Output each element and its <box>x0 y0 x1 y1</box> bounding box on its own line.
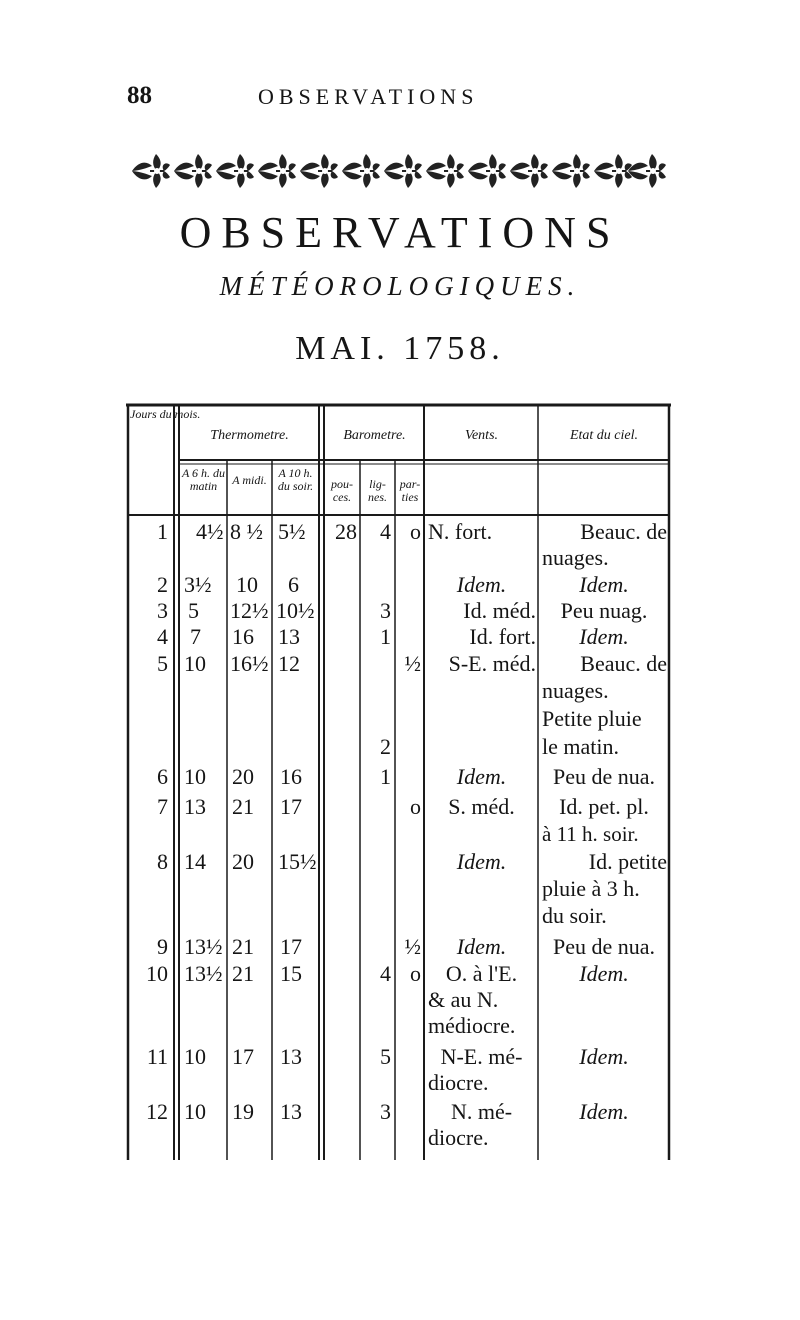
day-cell: 4 <box>157 624 168 649</box>
vents-cell: Idem. <box>456 764 507 789</box>
therm-midi-cell: 20 <box>232 764 254 789</box>
day-cell: 12 <box>146 1099 168 1124</box>
vents-cell: S. méd. <box>448 794 515 819</box>
etat-cell: du soir. <box>542 903 607 928</box>
day-cell: 6 <box>157 764 168 789</box>
etat-cell: Idem. <box>579 1044 629 1069</box>
therm-midi-cell: 16 <box>232 624 254 649</box>
vents-cell: Idem. <box>456 934 507 959</box>
etat-cell: Peu de nua. <box>552 764 656 789</box>
day-cell: 9 <box>157 934 168 959</box>
baro-lignes-cell: 2 <box>380 734 391 759</box>
therm-matin-cell: 3½ <box>184 572 212 597</box>
therm-matin-cell: 10 <box>184 1044 206 1069</box>
day-cell: 8 <box>157 849 168 874</box>
therm-soir-cell: 17 <box>280 794 302 819</box>
therm-matin-cell: 13½ <box>184 934 223 959</box>
header-jours: Jours du mois. <box>130 407 201 421</box>
therm-midi-cell: 8 ½ <box>230 519 263 544</box>
vents-cell: N. fort. <box>428 519 493 544</box>
header-etat-du-ciel: Etat du ciel. <box>569 428 639 443</box>
etat-cell: nuages. <box>542 678 609 703</box>
day-cell: 7 <box>157 794 168 819</box>
etat-cell: Id. petite <box>588 849 667 874</box>
etat-cell: Peu nuag. <box>560 598 648 623</box>
vents-cell: O. à l'E. <box>445 961 518 986</box>
therm-soir-cell: 5½ <box>278 519 306 544</box>
therm-matin-cell: 10 <box>184 764 206 789</box>
etat-cell: nuages. <box>542 545 609 570</box>
running-head-title: OBSERVATIONS <box>258 84 479 109</box>
day-cell: 2 <box>157 572 168 597</box>
therm-midi-cell: 19 <box>232 1099 254 1124</box>
baro-parties-cell: ½ <box>404 651 421 676</box>
etat-cell: le matin. <box>542 734 619 759</box>
baro-parties-cell: ½ <box>404 934 421 959</box>
etat-cell: Id. pet. pl. <box>559 794 649 819</box>
header-vents: Vents. <box>464 428 499 443</box>
therm-matin-cell: 13 <box>184 794 206 819</box>
etat-cell: à 11 h. soir. <box>542 822 639 846</box>
therm-soir-cell: 12 <box>278 651 300 676</box>
etat-cell: Peu de nua. <box>552 934 656 959</box>
therm-soir-cell: 17 <box>280 934 302 959</box>
baro-parties-cell: o <box>410 794 421 819</box>
vents-cell: N. mé- <box>450 1099 513 1124</box>
etat-cell: Idem. <box>579 961 629 986</box>
therm-matin-cell: 7 <box>190 624 201 649</box>
therm-soir-cell: 15 <box>280 961 302 986</box>
therm-soir-cell: 6 <box>288 572 299 597</box>
therm-midi-cell: 20 <box>232 849 254 874</box>
therm-matin-cell: 5 <box>188 598 199 623</box>
header-thermometre: Thermometre. <box>210 428 289 443</box>
therm-midi-cell: 21 <box>232 934 254 959</box>
header-baro-lignes: lig-nes. <box>368 477 387 504</box>
therm-midi-cell: 21 <box>232 961 254 986</box>
etat-cell: Idem. <box>579 1099 629 1124</box>
header-barometre: Barometre. <box>343 428 406 443</box>
baro-lignes-cell: 1 <box>380 624 391 649</box>
therm-soir-cell: 13 <box>278 624 300 649</box>
therm-midi-cell: 12½ <box>230 598 269 623</box>
header-therm-matin: A 6 h. du matin <box>181 466 226 493</box>
baro-parties-cell: o <box>410 961 421 986</box>
therm-matin-cell: 10 <box>184 651 206 676</box>
therm-soir-cell: 13 <box>280 1099 302 1124</box>
page-number: 88 <box>127 82 152 109</box>
day-cell: 3 <box>157 598 168 623</box>
header-therm-midi: A midi. <box>232 473 267 487</box>
month-title: MAI. 1758. <box>295 330 505 367</box>
etat-cell: Beauc. de <box>580 519 667 544</box>
vents-cell: médiocre. <box>428 1013 516 1038</box>
header-therm-soir: A 10 h. du soir. <box>277 466 314 493</box>
sub-title: MÉTÉOROLOGIQUES. <box>219 271 581 301</box>
baro-lignes-cell: 3 <box>380 598 391 623</box>
therm-matin-cell: 4½ <box>196 519 224 544</box>
vents-cell: Idem. <box>456 849 507 874</box>
etat-cell: Idem. <box>579 624 629 649</box>
vents-cell: & au N. <box>428 987 499 1012</box>
day-cell: 5 <box>157 651 168 676</box>
therm-midi-cell: 17 <box>232 1044 254 1069</box>
therm-soir-cell: 15½ <box>278 849 317 874</box>
vents-cell: diocre. <box>428 1125 489 1150</box>
baro-lignes-cell: 3 <box>380 1099 391 1124</box>
therm-soir-cell: 16 <box>280 764 302 789</box>
vents-cell: Idem. <box>456 572 507 597</box>
header-baro-pouces: pou-ces. <box>331 477 353 504</box>
baro-lignes-cell: 4 <box>380 519 391 544</box>
vents-cell: Id. fort. <box>469 624 536 649</box>
baro-lignes-cell: 1 <box>380 764 391 789</box>
therm-midi-cell: 16½ <box>230 651 269 676</box>
therm-matin-cell: 13½ <box>184 961 223 986</box>
etat-cell: pluie à 3 h. <box>542 876 640 901</box>
baro-pouces-cell: 28 <box>335 519 357 544</box>
therm-matin-cell: 14 <box>184 849 206 874</box>
therm-soir-cell: 10½ <box>276 598 315 623</box>
header-baro-parties: par-ties <box>399 477 421 504</box>
etat-cell: Petite pluie <box>542 706 642 731</box>
therm-soir-cell: 13 <box>280 1044 302 1069</box>
etat-cell: Beauc. de <box>580 651 667 676</box>
therm-midi-cell: 21 <box>232 794 254 819</box>
vents-cell: diocre. <box>428 1070 489 1095</box>
day-cell: 10 <box>146 961 168 986</box>
therm-matin-cell: 10 <box>184 1099 206 1124</box>
baro-parties-cell: o <box>410 519 421 544</box>
baro-lignes-cell: 5 <box>380 1044 391 1069</box>
vents-cell: Id. méd. <box>463 598 536 623</box>
day-cell: 11 <box>146 1044 168 1069</box>
vents-cell: N-E. mé- <box>440 1044 523 1069</box>
etat-cell: Idem. <box>579 572 629 597</box>
main-title: OBSERVATIONS <box>179 208 621 257</box>
baro-lignes-cell: 4 <box>380 961 391 986</box>
day-cell: 1 <box>157 519 168 544</box>
therm-midi-cell: 10 <box>236 572 258 597</box>
vents-cell: S-E. méd. <box>448 651 536 676</box>
